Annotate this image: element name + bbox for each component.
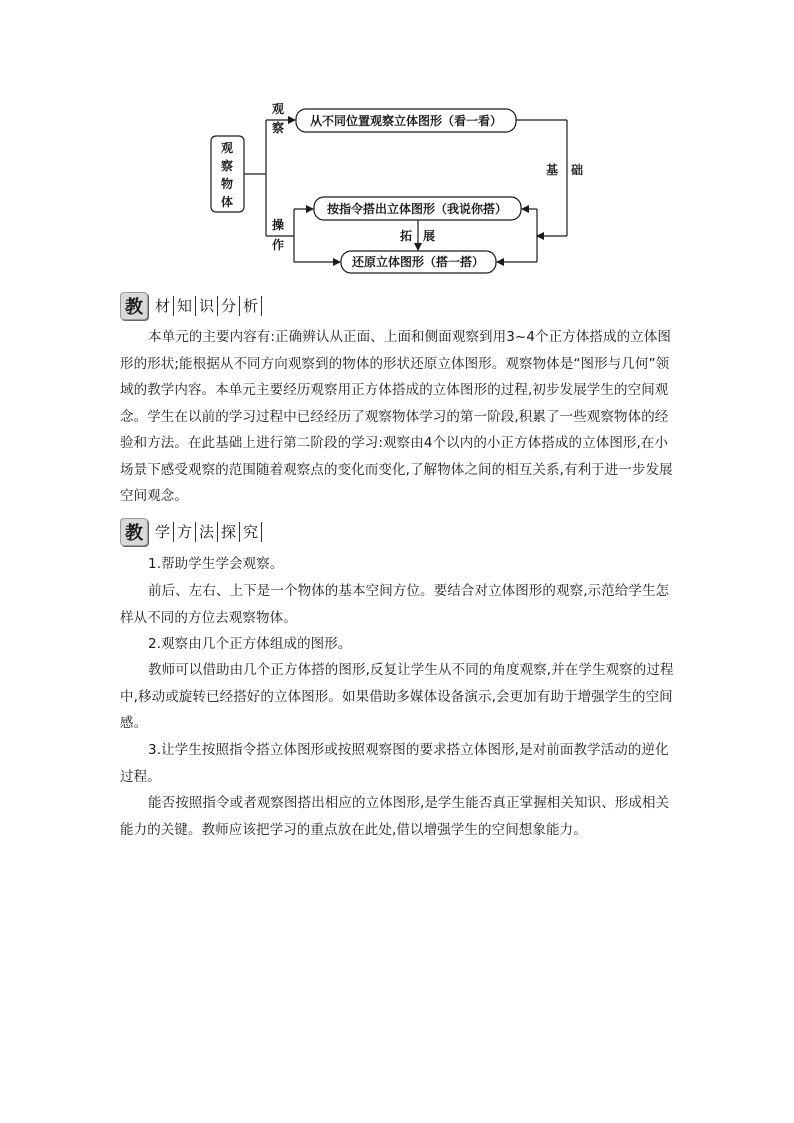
section2-item3: 3.让学生按照指令搭立体图形或按照观察图的要求搭立体图形,是对前面教学活动的逆化过程。 [120, 742, 669, 785]
mid-label-char-1: 拓 [399, 229, 413, 243]
branch-bottom-char-2: 作 [271, 238, 285, 252]
section2-item3-body: 能否按照指令或者观察图搭出相应的立体图形,是学生能否真正掌握相关知识、形成相关能力的关键。教师应该把学习的重点放在此处,借以增强学生的空间想象能力。 [120, 795, 670, 838]
root-char-1: 观 [220, 141, 234, 155]
section1-title-char: 析 [240, 296, 262, 316]
mid-label-char-2: 展 [422, 229, 436, 243]
section2-title-char: 探 [218, 522, 240, 542]
box-mid-label: 按指令搭出立体图形（我说你搭） [326, 202, 508, 216]
section1-title-char: 识 [196, 296, 218, 316]
branch-top-char-2: 察 [271, 121, 285, 135]
root-char-3: 物 [220, 177, 234, 191]
section2-item1-body: 前后、左右、上下是一个物体的基本空间方位。要结合对立体图形的观察,示范给学生怎样从不同的方位去观察物体。 [120, 583, 670, 626]
section2-item2: 2.观察由几个正方体组成的图形。 [148, 636, 352, 652]
section1-paragraph: 本单元的主要内容有:正确辨认从正面、上面和侧面观察到用3~4个正方体搭成的立体图形的形状;能根据从不同方向观察到的物体的形状还原立体图形。观察物体是“图形与几何”领域的教学内容。本单元主要经历观察用正方体搭成的立体图形的过程,初步发展学生的空间观念。学生在以前的学习过程中已经经历了观察物体学习的第一阶段,积累了一些观察物体的经验和方法。在此基础上进行第二阶段的学习:观察由4个以内的小正方体搭成的立体图形,在小场景下感受观察的范围随着观察点的变化而变化,了解物体之间的相互关系,有利于进一步发展空间观念。 [120, 329, 673, 504]
right-label-char-2: 础 [570, 163, 584, 177]
section1-title-char: 知 [174, 296, 196, 316]
root-char-2: 察 [220, 159, 234, 173]
section1-badge: 教 [120, 292, 148, 320]
section1-header [120, 292, 262, 320]
branch-bottom-char-1: 操 [271, 218, 285, 232]
knowledge-structure-diagram [0, 0, 794, 290]
section2-item2-body: 教师可以借助由几个正方体搭的图形,反复让学生从不同的角度观察,并在学生观察的过程中,移动或旋转已经搭好的立体图形。如果借助多媒体设备演示,会更加有助于增强学生的空间感。 [120, 662, 674, 731]
root-char-4: 体 [220, 195, 234, 209]
section2-title [152, 522, 262, 542]
section2-title-char: 法 [196, 522, 218, 542]
section1-title-char: 材 [152, 296, 174, 316]
right-label-char-1: 基 [545, 163, 559, 177]
box-bottom-label: 还原立体图形（搭一搭） [351, 255, 485, 269]
section2-title-char: 学 [152, 522, 174, 542]
section2-header [120, 518, 262, 546]
section2-badge: 教 [120, 518, 148, 546]
section2-title-char: 究 [240, 522, 262, 542]
section1-title-char: 分 [218, 296, 240, 316]
box-top-label: 从不同位置观察立体图形（看一看） [309, 114, 503, 128]
section1-title [152, 296, 262, 316]
section2-item1: 1.帮助学生学会观察。 [148, 556, 284, 572]
section2-title-char: 方 [174, 522, 196, 542]
branch-top-char-1: 观 [271, 102, 285, 116]
